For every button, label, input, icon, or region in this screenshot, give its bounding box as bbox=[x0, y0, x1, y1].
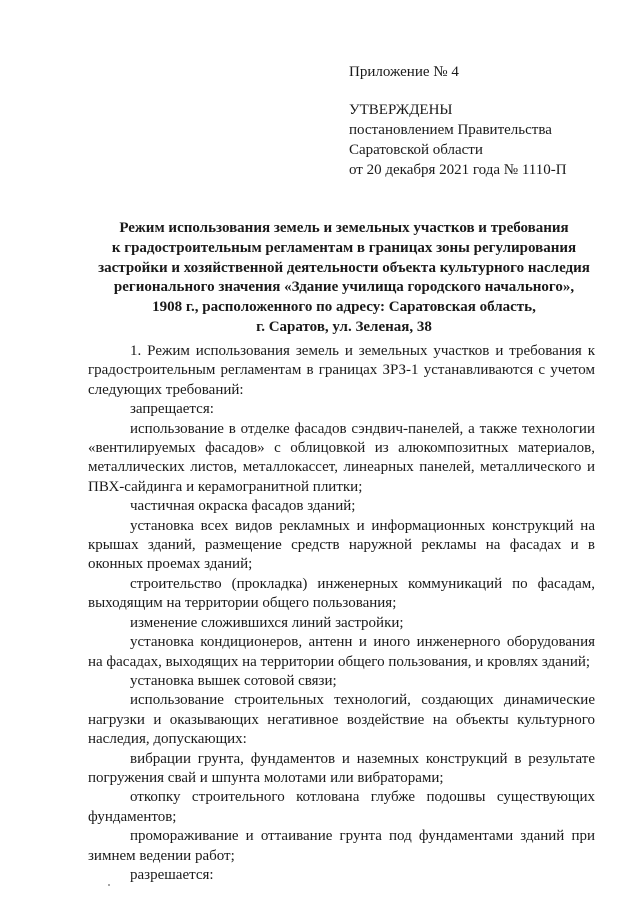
paragraph: установка кондиционеров, антенн и иного инженерного оборудования на фасадах, выходящих на территории общего пользования, и кровлях зданий; bbox=[88, 634, 595, 670]
scan-speck bbox=[108, 884, 110, 886]
paragraph: запрещается: bbox=[130, 401, 214, 418]
paragraph: откопку строительного котлована глубже подошвы существующих фундаментов; bbox=[88, 789, 595, 825]
paragraph: изменение сложившихся линий застройки; bbox=[130, 614, 404, 631]
paragraph: установка всех видов рекламных и информационных конструкций на крышах зданий, размещение средств наружной рекламы на фасадах и в оконных проемах зданий; bbox=[88, 517, 595, 573]
approval-line-1: постановлением Правительства bbox=[349, 122, 552, 138]
title-line: г. Саратов, ул. Зеленая, 38 bbox=[256, 318, 432, 335]
title-line: регионального значения «Здание училища городского начального», bbox=[113, 279, 575, 296]
title-line: к градостроительным регламентам в границах зоны регулирования bbox=[111, 239, 577, 256]
approval-block bbox=[349, 62, 609, 180]
paragraph: промораживание и оттаивание грунта под фундаментами зданий при зимнем ведении работ; bbox=[88, 828, 595, 864]
approved-heading: УТВЕРЖДЕНЫ bbox=[349, 102, 453, 118]
title-line: 1908 г., расположенного по адресу: Саратовская область, bbox=[152, 299, 536, 316]
approval-line-2: Саратовской области bbox=[349, 142, 483, 158]
approval-line-3: от 20 декабря 2021 года № 1110-П bbox=[349, 162, 567, 178]
paragraph: строительство (прокладка) инженерных коммуникаций по фасадам, выходящим на территории общего пользования; bbox=[88, 575, 595, 612]
paragraph: использование в отделке фасадов сэндвич-панелей, а также технологии «вентилируемых фасадов» с облицовкой из алюкомпозитных материалов, металлических листов, металлокассет, линеарных панелей, металлического и ПВХ-сайдинга и керамогранитной плитки; bbox=[88, 420, 595, 495]
paragraph: 1. Режим использования земель и земельных участков и требования к градостроительным регламентам в границах ЗРЗ-1 устанавливаются с учетом следующих требований: bbox=[88, 343, 595, 398]
document-title bbox=[84, 219, 604, 338]
title-line: застройки и хозяйственной деятельности объекта культурного наследия bbox=[98, 259, 590, 276]
paragraph: использование строительных технологий, создающих динамические нагрузки и оказывающих негативное воздействие на объекты культурного наследия, допускающих: bbox=[88, 692, 595, 748]
paragraph: разрешается: bbox=[130, 866, 214, 883]
paragraph: частичная окраска фасадов зданий; bbox=[130, 498, 356, 515]
title-line: Режим использования земель и земельных участков и требования bbox=[119, 220, 569, 236]
paragraph: вибрации грунта, фундаментов и наземных конструкций в результате погружения свай и шпунта молотами или вибраторами; bbox=[88, 750, 595, 786]
document-body bbox=[88, 342, 595, 885]
appendix-number: Приложение № 4 bbox=[349, 64, 459, 80]
paragraph: установка вышек сотовой связи; bbox=[130, 672, 337, 689]
